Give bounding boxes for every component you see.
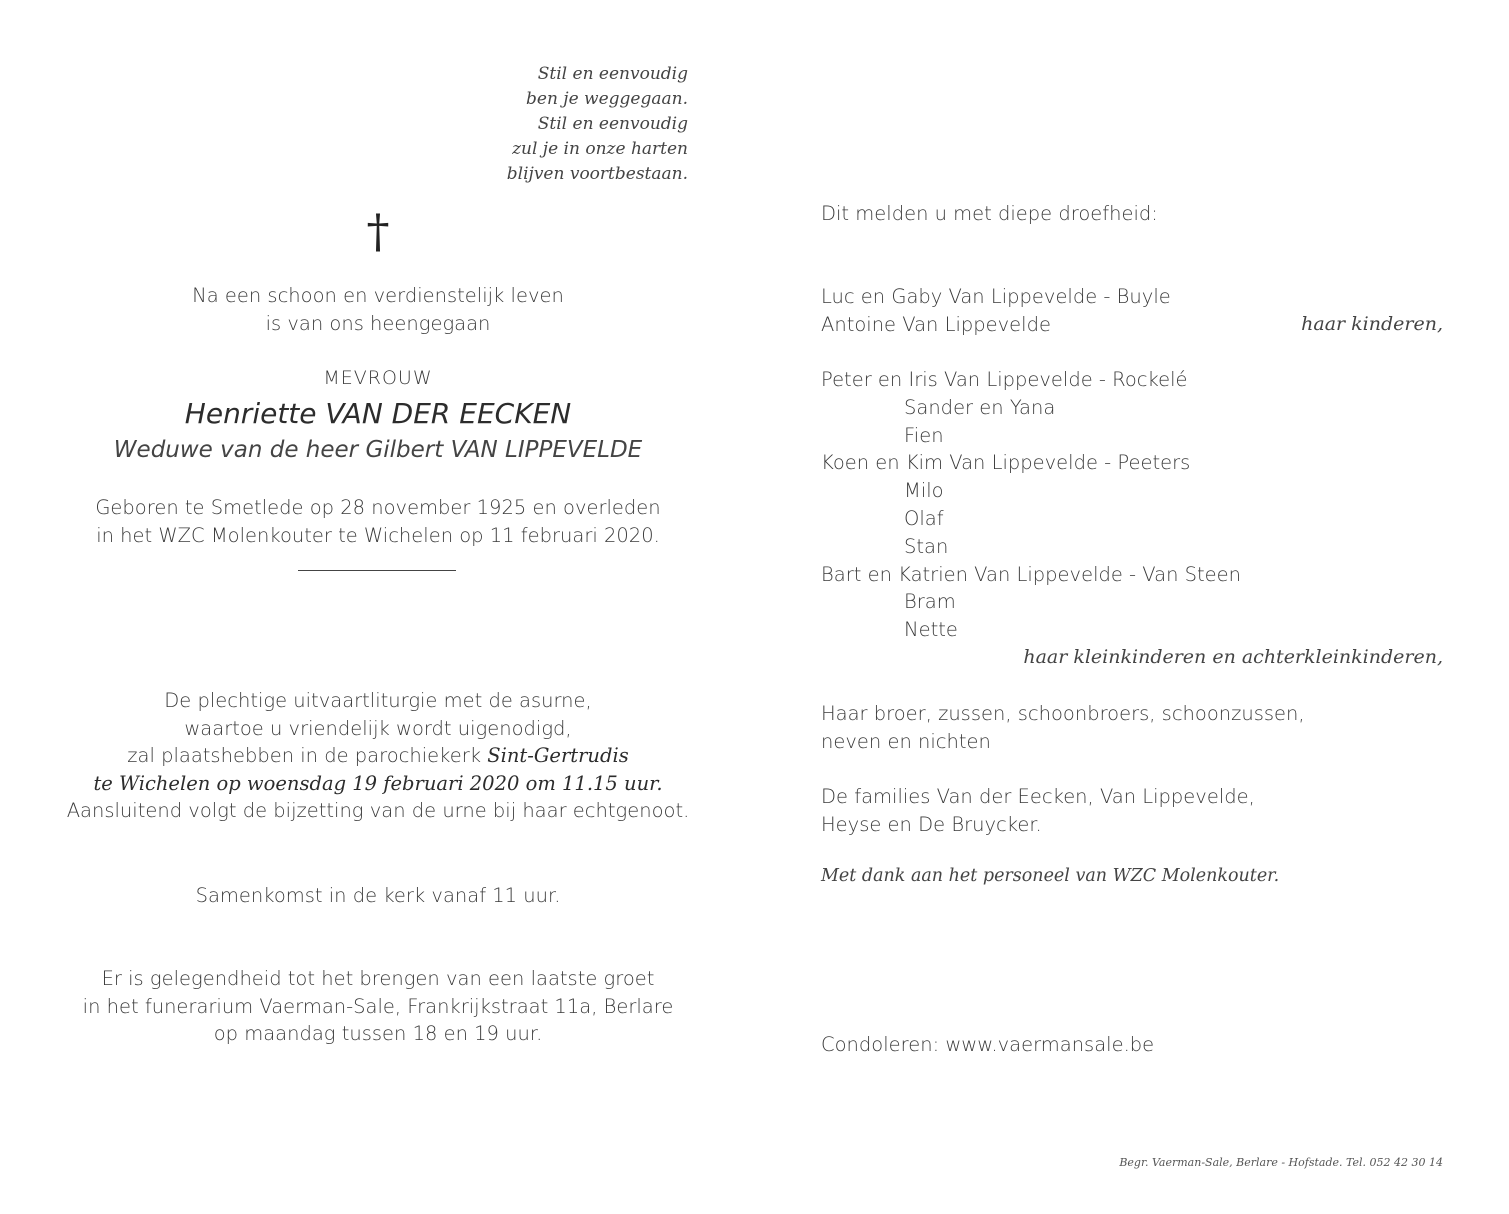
children-role: haar kinderen, (1301, 313, 1443, 335)
siblings (821, 700, 1305, 756)
family-member: Stan (904, 534, 949, 558)
honorific: MEVROUW (323, 367, 433, 389)
families (821, 783, 1255, 839)
poem-line: blijven voortbestaan. (506, 164, 688, 184)
birth-death (0, 494, 756, 549)
divider (298, 570, 456, 571)
church-name: Sint-Gertrudis (487, 744, 629, 767)
visitation-line: in het funerarium Vaerman-Sale, Frankrijkstraat 11a, Berlare (82, 994, 674, 1018)
poem-line: zul je in onze harten (512, 139, 688, 159)
poem-line: ben je weggegaan. (526, 89, 688, 109)
family-member: Bram (904, 590, 956, 614)
siblings-line: Haar broer, zussen, schoonbroers, schoonzussen, (821, 702, 1305, 725)
visitation-line: op maandag tussen 18 en 19 uur. (213, 1022, 543, 1045)
birth-death-line: in het WZC Molenkouter te Wichelen op 11 februari 2020. (96, 523, 660, 547)
birth-death-line: Geboren te Smetlede op 28 november 1925 en overleden (95, 496, 661, 519)
siblings-line: neven en nichten (821, 729, 991, 753)
grandchildren-role: haar kleinkinderen en achterkleinkinderen, (1023, 646, 1443, 668)
funeral-line-prefix: zal plaatshebben in de parochiekerk (127, 744, 488, 767)
thanks-note: Met dank aan het personeel van WZC Molenkouter. (821, 866, 1280, 886)
intro (0, 282, 756, 337)
deceased-name: Henriette VAN DER EECKEN (184, 397, 572, 430)
children-list (821, 283, 1171, 339)
widow-line: Weduwe van de heer Gilbert VAN LIPPEVELDE (113, 437, 643, 463)
family-member: Sander en Yana (904, 395, 1056, 419)
visitation-line: Er is gelegendheid tot het brengen van een laatste groet (101, 967, 655, 990)
funeral-line: waartoe u vriendelijk wordt uigenodigd, (184, 716, 572, 740)
announcement: Dit melden u met diepe droefheid: (821, 202, 1158, 225)
family-member: Milo (904, 479, 944, 503)
family-member: Fien (904, 423, 944, 447)
family-member: Nette (904, 618, 958, 642)
intro-line: is van ons heengegaan (265, 311, 491, 335)
funeral-date: te Wichelen op woensdag 19 februari 2020 om 11.15 uur. (93, 771, 663, 795)
family-member: Antoine Van Lippevelde (821, 312, 1051, 336)
family-member: Luc en Gaby Van Lippevelde - Buyle (821, 285, 1171, 308)
funeral-line: Aansluitend volgt de bijzetting van de urne bij haar echtgenoot. (66, 799, 690, 822)
cross-icon: † (366, 204, 390, 258)
poem (507, 62, 688, 187)
poem-line: Stil en eenvoudig (537, 114, 688, 134)
families-line: Heyse en De Bruycker. (821, 812, 1042, 836)
family-member: Peter en Iris Van Lippevelde - Rockelé (821, 368, 1188, 391)
condolences: Condoleren: www.vaermansale.be (821, 1033, 1155, 1056)
funeral-line: De plechtige uitvaartliturgie met de asurne, (164, 689, 592, 712)
family-member: Olaf (904, 506, 944, 530)
funeral-line (0, 742, 756, 770)
family-member: Bart en Katrien Van Lippevelde - Van Steen (821, 562, 1242, 586)
intro-line: Na een schoon en verdienstelijk leven (192, 284, 564, 307)
families-line: De families Van der Eecken, Van Lippevelde, (821, 785, 1255, 808)
funeral-info (0, 687, 756, 825)
family-member: Koen en Kim Van Lippevelde - Peeters (821, 451, 1191, 475)
poem-line: Stil en eenvoudig (537, 64, 688, 84)
visitation (0, 965, 756, 1048)
grandchildren-list (821, 366, 1241, 644)
gathering: Samenkomst in de kerk vanaf 11 uur. (195, 884, 561, 907)
footer-credit: Begr. Vaerman-Sale, Berlare - Hofstade. Tel. 052 42 30 14 (1119, 1156, 1443, 1169)
